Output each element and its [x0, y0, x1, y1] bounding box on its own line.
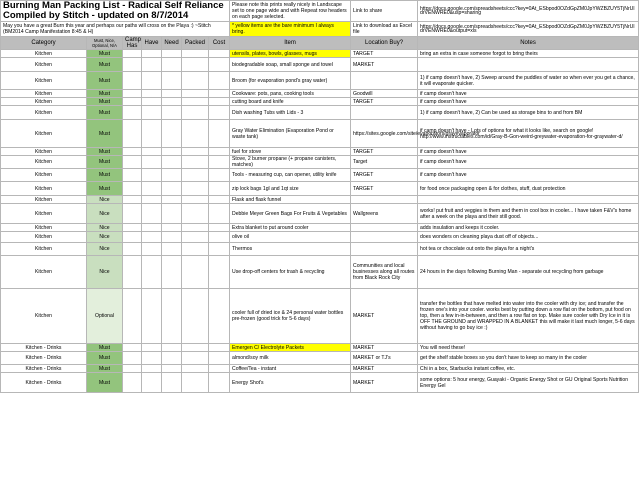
- need-cell[interactable]: [162, 344, 182, 352]
- category-cell[interactable]: Kitchen - Drinks: [1, 365, 87, 373]
- table-row: [1, 169, 639, 182]
- location-cell[interactable]: [351, 224, 418, 232]
- item-cell[interactable]: Flask and flask funnel: [230, 196, 351, 204]
- level-cell[interactable]: Must: [87, 90, 123, 98]
- level-cell[interactable]: Optional: [87, 289, 123, 344]
- category-cell[interactable]: Kitchen: [1, 232, 87, 243]
- col-cost: Cost: [209, 37, 230, 50]
- location-cell[interactable]: https://sites.google.com/site/evaporators/grayevaporator: [351, 120, 418, 148]
- level-cell[interactable]: Must: [87, 352, 123, 365]
- level-cell[interactable]: Must: [87, 58, 123, 72]
- level-cell[interactable]: Nice: [87, 204, 123, 224]
- table-row: [1, 58, 639, 72]
- camp-has-cell[interactable]: [123, 224, 142, 232]
- need-cell[interactable]: [162, 365, 182, 373]
- camp-has-cell[interactable]: [123, 352, 142, 365]
- category-cell[interactable]: Kitchen: [1, 196, 87, 204]
- need-cell[interactable]: [162, 352, 182, 365]
- cost-cell[interactable]: [209, 169, 230, 182]
- item-cell[interactable]: biodegradable soap, small sponge and towel: [230, 58, 351, 72]
- notes-cell[interactable]: if camp doesn't have: [418, 90, 639, 98]
- level-cell[interactable]: Must: [87, 98, 123, 106]
- item-cell[interactable]: almond/soy milk: [230, 352, 351, 365]
- sheet-title-cell: [1, 1, 230, 22]
- notes-cell[interactable]: hot tea or chocolate out onto the playa for a night's: [418, 243, 639, 256]
- sheet-title: Burning Man Packing List - Radical Self Reliance: [3, 0, 224, 11]
- camp-has-cell[interactable]: [123, 90, 142, 98]
- need-cell[interactable]: [162, 289, 182, 344]
- item-cell[interactable]: utensils, plates, bowls, glasses, mugs: [230, 50, 351, 58]
- table-row: [1, 196, 639, 204]
- have-cell[interactable]: [142, 352, 162, 365]
- notes-cell[interactable]: 24 hours in the days following Burning Man - separate out recycling from garbage: [418, 256, 639, 289]
- cost-cell[interactable]: [209, 224, 230, 232]
- need-cell[interactable]: [162, 148, 182, 156]
- cost-cell[interactable]: [209, 156, 230, 169]
- item-cell[interactable]: Use drop-off centers for trash & recycling: [230, 256, 351, 289]
- packed-cell[interactable]: [182, 365, 209, 373]
- table-row: [1, 232, 639, 243]
- camp-has-cell[interactable]: [123, 106, 142, 120]
- packed-cell[interactable]: [182, 148, 209, 156]
- location-cell[interactable]: TARGET: [351, 148, 418, 156]
- notes-cell[interactable]: get the shelf stable boxes so you don't have to keep so many in the cooler: [418, 352, 639, 365]
- notes-cell[interactable]: does wonders on cleaning playa dust off of objects...: [418, 232, 639, 243]
- have-cell[interactable]: [142, 106, 162, 120]
- need-cell[interactable]: [162, 224, 182, 232]
- level-cell[interactable]: Nice: [87, 232, 123, 243]
- notes-cell[interactable]: 1) if camp doesn't have, 2) Can be used as storage bins to and from BM: [418, 106, 639, 120]
- need-cell[interactable]: [162, 58, 182, 72]
- location-cell[interactable]: Communities and local businesses along all routes from Black Rock City: [351, 256, 418, 289]
- need-cell[interactable]: [162, 106, 182, 120]
- cost-cell[interactable]: [209, 243, 230, 256]
- location-cell[interactable]: MARKET or TJ's: [351, 352, 418, 365]
- need-cell[interactable]: [162, 182, 182, 196]
- have-cell[interactable]: [142, 156, 162, 169]
- cost-cell[interactable]: [209, 204, 230, 224]
- packed-cell[interactable]: [182, 182, 209, 196]
- col-camp-has: Camp Has: [123, 37, 142, 50]
- table-row: [1, 344, 639, 352]
- packed-cell[interactable]: [182, 196, 209, 204]
- location-cell[interactable]: Wallgreens: [351, 204, 418, 224]
- category-cell[interactable]: Kitchen - Drinks: [1, 344, 87, 352]
- table-row: [1, 72, 639, 90]
- have-cell[interactable]: [142, 232, 162, 243]
- camp-has-cell[interactable]: [123, 120, 142, 148]
- have-cell[interactable]: [142, 224, 162, 232]
- table-row: [1, 289, 639, 344]
- item-cell[interactable]: Cookware: pots, pans, cooking tools: [230, 90, 351, 98]
- category-cell[interactable]: Kitchen - Drinks: [1, 352, 87, 365]
- notes-cell[interactable]: for food once packaging open & for clothes, stuff, dust protection: [418, 182, 639, 196]
- cost-cell[interactable]: [209, 232, 230, 243]
- packed-cell[interactable]: [182, 58, 209, 72]
- camp-has-cell[interactable]: [123, 256, 142, 289]
- table-row: [1, 373, 639, 393]
- col-level: Must, Nice, Optional, N/A: [87, 37, 123, 50]
- need-cell[interactable]: [162, 120, 182, 148]
- have-cell[interactable]: [142, 344, 162, 352]
- category-cell[interactable]: Kitchen - Drinks: [1, 373, 87, 393]
- location-cell[interactable]: Goodwill: [351, 90, 418, 98]
- level-cell[interactable]: Nice: [87, 256, 123, 289]
- item-cell[interactable]: Tools - measuring cup, can opener, utility knife: [230, 169, 351, 182]
- category-cell[interactable]: Kitchen: [1, 148, 87, 156]
- table-row: [1, 156, 639, 169]
- packed-cell[interactable]: [182, 373, 209, 393]
- location-cell[interactable]: [351, 243, 418, 256]
- item-cell[interactable]: Debbie Meyer Green Bags For Fruits & Vegetables: [230, 204, 351, 224]
- sheet-subtitle-date: Compiled by Stitch - updated on 8/7/2014: [3, 10, 189, 21]
- col-location: Location Buy?: [351, 37, 418, 50]
- packed-cell[interactable]: [182, 90, 209, 98]
- link-share-url[interactable]: https://docs.google.com/spreadsheets/ccc?key=0At_ESbpod0OZdGpZM0JpYWZBZUY5TjNrUldrVENWRE0&usp=sharing: [418, 1, 639, 22]
- location-cell[interactable]: [351, 106, 418, 120]
- link-excel-label[interactable]: Link to download as Excel file: [351, 22, 418, 37]
- packed-cell[interactable]: [182, 156, 209, 169]
- item-cell[interactable]: fuel for stove: [230, 148, 351, 156]
- location-cell[interactable]: [351, 196, 418, 204]
- camp-has-cell[interactable]: [123, 169, 142, 182]
- need-cell[interactable]: [162, 256, 182, 289]
- location-cell[interactable]: MARKET: [351, 344, 418, 352]
- table-row: [1, 256, 639, 289]
- category-cell[interactable]: Kitchen: [1, 289, 87, 344]
- col-have: Have: [142, 37, 162, 50]
- category-cell[interactable]: Kitchen: [1, 204, 87, 224]
- table-row: [1, 204, 639, 224]
- cost-cell[interactable]: [209, 352, 230, 365]
- col-item: Item: [230, 37, 351, 50]
- category-cell[interactable]: Kitchen: [1, 58, 87, 72]
- need-cell[interactable]: [162, 204, 182, 224]
- level-cell[interactable]: Must: [87, 120, 123, 148]
- table-row: [1, 120, 639, 148]
- camp-has-cell[interactable]: [123, 373, 142, 393]
- cost-cell[interactable]: [209, 58, 230, 72]
- item-cell[interactable]: olive oil: [230, 232, 351, 243]
- have-cell[interactable]: [142, 58, 162, 72]
- notes-cell[interactable]: You will need these!: [418, 344, 639, 352]
- table-row: [1, 352, 639, 365]
- category-cell[interactable]: Kitchen: [1, 90, 87, 98]
- have-cell[interactable]: [142, 182, 162, 196]
- have-cell[interactable]: [142, 289, 162, 344]
- packed-cell[interactable]: [182, 169, 209, 182]
- cost-cell[interactable]: [209, 344, 230, 352]
- item-cell[interactable]: Broom (for evaporation pond's gray water): [230, 72, 351, 90]
- location-cell[interactable]: MARKET: [351, 365, 418, 373]
- notes-cell[interactable]: if camp doesn't have: [418, 156, 639, 169]
- packed-cell[interactable]: [182, 98, 209, 106]
- have-cell[interactable]: [142, 90, 162, 98]
- camp-has-cell[interactable]: [123, 182, 142, 196]
- yellow-legend: * yellow items are the bare minimum I always bring.: [230, 22, 351, 37]
- have-cell[interactable]: [142, 243, 162, 256]
- cost-cell[interactable]: [209, 182, 230, 196]
- notes-cell[interactable]: works! put fruit and veggies in them and them in cool box in cooler... I have taken F&V's home after a week on the playa and their still good.: [418, 204, 639, 224]
- packed-cell[interactable]: [182, 256, 209, 289]
- packed-cell[interactable]: [182, 224, 209, 232]
- link-share-label[interactable]: Link to share: [351, 1, 418, 22]
- item-cell[interactable]: Dish washing Tubs with Lids - 3: [230, 106, 351, 120]
- packed-cell[interactable]: [182, 106, 209, 120]
- col-notes: Notes: [418, 37, 639, 50]
- cost-cell[interactable]: [209, 373, 230, 393]
- item-cell[interactable]: Energy Shot's: [230, 373, 351, 393]
- item-cell[interactable]: Gray Water Elimination (Evaporation Pond or waste tank): [230, 120, 351, 148]
- need-cell[interactable]: [162, 156, 182, 169]
- packed-cell[interactable]: [182, 72, 209, 90]
- level-cell[interactable]: Nice: [87, 196, 123, 204]
- packed-cell[interactable]: [182, 120, 209, 148]
- cost-cell[interactable]: [209, 72, 230, 90]
- need-cell[interactable]: [162, 232, 182, 243]
- item-cell[interactable]: Extra blanket to put around cooler: [230, 224, 351, 232]
- notes-cell[interactable]: 1) if camp doesn't have, 2) Sweep around the puddles of water so when ever you get a chance, it will evaporate quicker.: [418, 72, 639, 90]
- notes-cell[interactable]: if camp doesn't have - Lots of options for what it looks like, search on google! http://www.instructables.com/id/Gray-B-Gon-weird-greywater-evaporation-for-graywater-d/: [418, 120, 639, 148]
- have-cell[interactable]: [142, 50, 162, 58]
- column-header-row: [1, 37, 639, 50]
- camp-has-cell[interactable]: [123, 72, 142, 90]
- item-cell[interactable]: Thermos: [230, 243, 351, 256]
- location-cell[interactable]: TARGET: [351, 182, 418, 196]
- have-cell[interactable]: [142, 365, 162, 373]
- notes-cell[interactable]: Chi in a box, Starbucks instant coffee, etc.: [418, 365, 639, 373]
- need-cell[interactable]: [162, 98, 182, 106]
- location-cell[interactable]: MARKET: [351, 58, 418, 72]
- location-cell[interactable]: TARGET: [351, 50, 418, 58]
- camp-has-cell[interactable]: [123, 196, 142, 204]
- need-cell[interactable]: [162, 243, 182, 256]
- level-cell[interactable]: Must: [87, 169, 123, 182]
- notes-cell[interactable]: [418, 58, 639, 72]
- need-cell[interactable]: [162, 72, 182, 90]
- category-cell[interactable]: Kitchen: [1, 106, 87, 120]
- level-cell[interactable]: Must: [87, 344, 123, 352]
- category-cell[interactable]: Kitchen: [1, 50, 87, 58]
- category-cell[interactable]: Kitchen: [1, 120, 87, 148]
- table-row: [1, 365, 639, 373]
- cost-cell[interactable]: [209, 90, 230, 98]
- packed-cell[interactable]: [182, 352, 209, 365]
- need-cell[interactable]: [162, 373, 182, 393]
- notes-cell[interactable]: if camp doesn't have: [418, 169, 639, 182]
- have-cell[interactable]: [142, 204, 162, 224]
- cost-cell[interactable]: [209, 365, 230, 373]
- need-cell[interactable]: [162, 90, 182, 98]
- item-cell[interactable]: Stove, 2 burner propane (+ propane canisters, matches): [230, 156, 351, 169]
- item-cell[interactable]: cutting board and knife: [230, 98, 351, 106]
- level-cell[interactable]: Must: [87, 373, 123, 393]
- print-note: Please note this prints really nicely in Landscape set to one page wide and with Repeat row headers on each page selected.: [230, 1, 351, 22]
- col-need: Need: [162, 37, 182, 50]
- table-row: [1, 106, 639, 120]
- level-cell[interactable]: Must: [87, 106, 123, 120]
- notes-cell[interactable]: adds insulation and keeps it cooler.: [418, 224, 639, 232]
- need-cell[interactable]: [162, 196, 182, 204]
- have-cell[interactable]: [142, 148, 162, 156]
- level-cell[interactable]: Must: [87, 72, 123, 90]
- camp-has-cell[interactable]: [123, 148, 142, 156]
- cost-cell[interactable]: [209, 289, 230, 344]
- item-cell[interactable]: Coffee/Tea - instant: [230, 365, 351, 373]
- camp-has-cell[interactable]: [123, 365, 142, 373]
- category-cell[interactable]: Kitchen: [1, 256, 87, 289]
- have-cell[interactable]: [142, 256, 162, 289]
- item-cell[interactable]: zip lock bags 1gl and 1qt size: [230, 182, 351, 196]
- location-cell[interactable]: TARGET: [351, 98, 418, 106]
- table-row: [1, 98, 639, 106]
- camp-has-cell[interactable]: [123, 98, 142, 106]
- table-row: [1, 50, 639, 58]
- col-category: Category: [1, 37, 87, 50]
- location-cell[interactable]: MARKET: [351, 373, 418, 393]
- notes-cell[interactable]: some options: 5 hour energy, Guayaki - Organic Energy Shot or GU Original Sports Nutrition Energy Gel: [418, 373, 639, 393]
- location-cell[interactable]: [351, 72, 418, 90]
- level-cell[interactable]: Must: [87, 156, 123, 169]
- level-cell[interactable]: Must: [87, 148, 123, 156]
- location-cell[interactable]: [351, 232, 418, 243]
- need-cell[interactable]: [162, 169, 182, 182]
- packed-cell[interactable]: [182, 289, 209, 344]
- camp-has-cell[interactable]: [123, 232, 142, 243]
- notes-cell[interactable]: [418, 196, 639, 204]
- have-cell[interactable]: [142, 72, 162, 90]
- camp-has-cell[interactable]: [123, 204, 142, 224]
- cost-cell[interactable]: [209, 98, 230, 106]
- table-row: [1, 243, 639, 256]
- level-cell[interactable]: Nice: [87, 243, 123, 256]
- have-cell[interactable]: [142, 120, 162, 148]
- table-row: [1, 182, 639, 196]
- table-row: [1, 148, 639, 156]
- level-cell[interactable]: Nice: [87, 224, 123, 232]
- camp-has-cell[interactable]: [123, 58, 142, 72]
- packed-cell[interactable]: [182, 204, 209, 224]
- cost-cell[interactable]: [209, 50, 230, 58]
- level-cell[interactable]: Must: [87, 50, 123, 58]
- location-cell[interactable]: TARGET: [351, 169, 418, 182]
- camp-has-cell[interactable]: [123, 344, 142, 352]
- cost-cell[interactable]: [209, 148, 230, 156]
- category-cell[interactable]: Kitchen: [1, 72, 87, 90]
- category-cell[interactable]: Kitchen: [1, 98, 87, 106]
- table-row: [1, 224, 639, 232]
- camp-has-cell[interactable]: [123, 50, 142, 58]
- table-row: [1, 90, 639, 98]
- level-cell[interactable]: Must: [87, 365, 123, 373]
- category-cell[interactable]: Kitchen: [1, 224, 87, 232]
- camp-has-cell[interactable]: [123, 243, 142, 256]
- need-cell[interactable]: [162, 50, 182, 58]
- category-cell[interactable]: Kitchen: [1, 243, 87, 256]
- location-cell[interactable]: MARKET: [351, 289, 418, 344]
- link-excel-url[interactable]: https://docs.google.com/spreadsheets/ccc?key=0At_ESbpod0OZdGpZM0JpYWZBZUY5TjNrUldrVENWRE0&output=xls: [418, 22, 639, 37]
- col-packed: Packed: [182, 37, 209, 50]
- cost-cell[interactable]: [209, 256, 230, 289]
- notes-cell[interactable]: if camp doesn't have: [418, 148, 639, 156]
- greeting-note: May you have a great Burn this year and perhaps our paths will cross on the Playa :) ~Stitch (BM2014 Camp Manifestation 8:45 & H): [1, 22, 230, 37]
- camp-has-cell[interactable]: [123, 156, 142, 169]
- have-cell[interactable]: [142, 169, 162, 182]
- category-cell[interactable]: Kitchen: [1, 169, 87, 182]
- have-cell[interactable]: [142, 373, 162, 393]
- packed-cell[interactable]: [182, 232, 209, 243]
- category-cell[interactable]: Kitchen: [1, 156, 87, 169]
- cost-cell[interactable]: [209, 196, 230, 204]
- camp-has-cell[interactable]: [123, 289, 142, 344]
- have-cell[interactable]: [142, 196, 162, 204]
- cost-cell[interactable]: [209, 106, 230, 120]
- location-cell[interactable]: Target: [351, 156, 418, 169]
- item-cell[interactable]: Emergen C/ Electrolyte Packets: [230, 344, 351, 352]
- category-cell[interactable]: Kitchen: [1, 182, 87, 196]
- packed-cell[interactable]: [182, 243, 209, 256]
- notes-cell[interactable]: transfer the bottles that have melted into water into the cooler with dry ice; and transfer the frozen one's into your cooler. works best by putting down a row flat on the bottom, put food on top, then a few in-in-between, and then a row flat on top. Make sure cooler with Dry Ice in it is OFF THE GROUND and WRAPPED IN A BLANKET this will make it last much longer, 5-6 days without having to go buy ice :): [418, 289, 639, 344]
- packed-cell[interactable]: [182, 50, 209, 58]
- item-cell[interactable]: cooler full of dried ice & 24 personal water bottles pre-frozen (good trick for 5-6 days): [230, 289, 351, 344]
- notes-cell[interactable]: bring an extra in case someone forgot to bring theirs: [418, 50, 639, 58]
- packed-cell[interactable]: [182, 344, 209, 352]
- cost-cell[interactable]: [209, 120, 230, 148]
- notes-cell[interactable]: if camp doesn't have: [418, 98, 639, 106]
- have-cell[interactable]: [142, 98, 162, 106]
- level-cell[interactable]: Must: [87, 182, 123, 196]
